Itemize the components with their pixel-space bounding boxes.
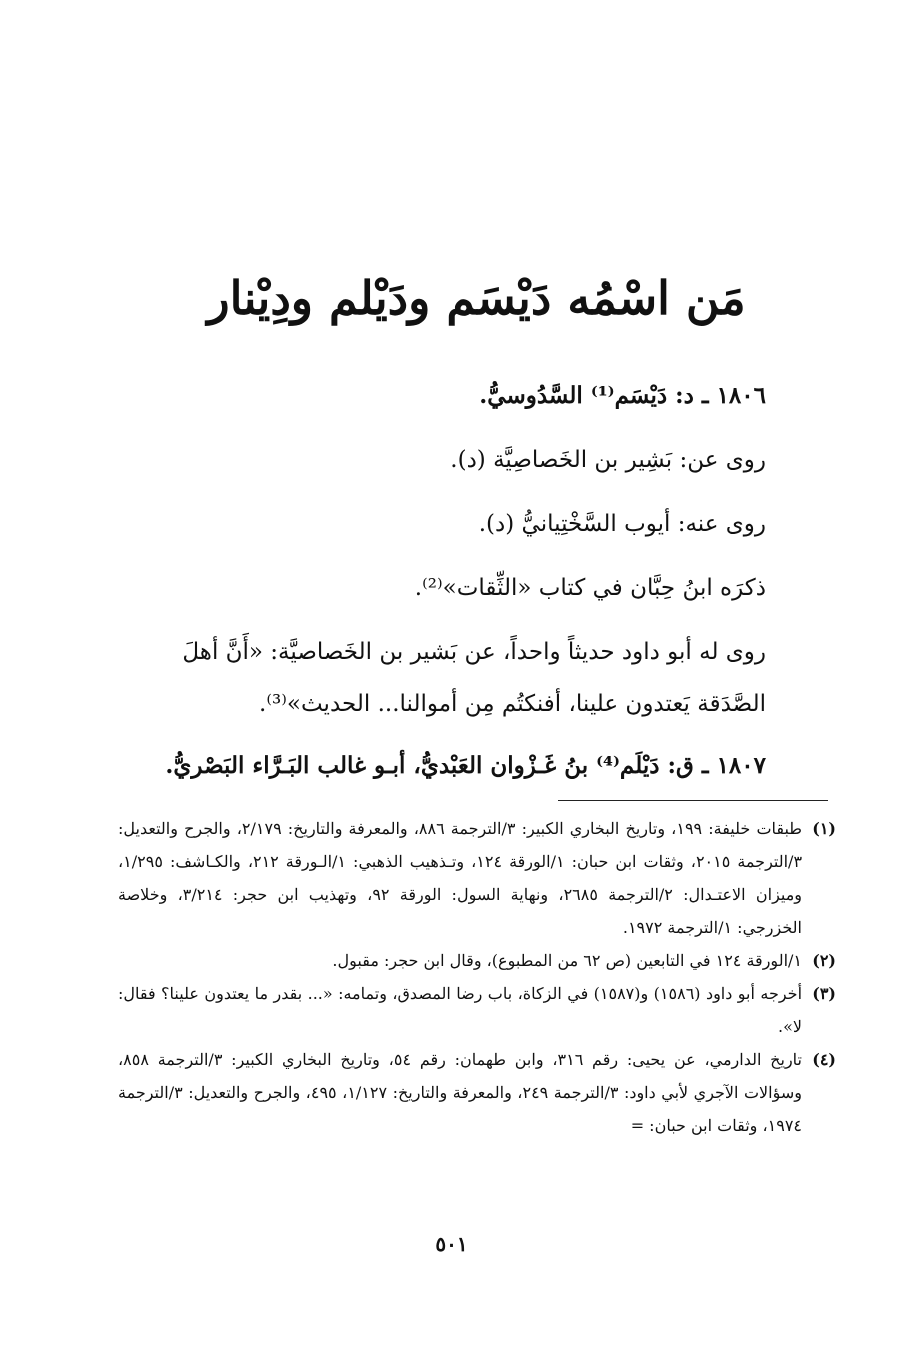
narrated-from-line: روى عن: بَشِير بن الخَصاصِيَّة (د).	[450, 447, 766, 473]
footnote-number: (١)	[812, 819, 836, 838]
hadith-line-2: الصَّدَقة يَعتدون علينا، أفنكتُم مِن أموالنا... الحديث»⁽³⁾.	[259, 691, 766, 717]
footnote-text: ١/الورقة ١٢٤ في التابعين (ص ٦٢ من المطبوع)، وقال ابن حجر: مقبول.	[332, 951, 802, 970]
footnote-number: (٢)	[812, 951, 836, 970]
footnote-number: (٤)	[812, 1050, 836, 1069]
footnote-text: تاريخ الدارمي، عن يحيى: رقم ٣١٦، وابن طهمان: رقم ٥٤، وتاريخ البخاري الكبير: ٣/الترجمة ٨٥٨، وسؤالات الآجري لأبي داود: ٣/الترجمة ٢٤٩، والمعرفة والتاريخ: ١/١٢٧، ٤٩٥، والجرح والتعديل: ٣/الترجمة ١٩٧٤، وثقات ابن حبان: =	[118, 1050, 803, 1135]
hadith-line-1: روى له أبو داود حديثاً واحداً، عن بَشير بن الخَصاصيَّة: «أَنَّ أهلَ	[182, 639, 766, 665]
ibn-hibban-mention: ذكرَه ابنُ حِبَّان في كتاب «الثِّقات»⁽²⁾.	[414, 575, 766, 601]
footnote-text: أخرجه أبو داود (١٥٨٦) و(١٥٨٧) في الزكاة، باب رضا المصدق، وتمامه: «... بقدر ما يعتدون علينا؟ فقال: لا».	[118, 984, 803, 1036]
main-text	[128, 370, 766, 804]
chapter-title: مَن اسْمُه دَيْسَم ودَيْلم ودِيْنار	[207, 271, 746, 325]
footnote-1	[118, 812, 836, 944]
entry-heading-1806: ١٨٠٦ ـ د: دَيْسَم⁽¹⁾ السَّدُوسيُّ.	[479, 382, 766, 409]
footnote-3	[118, 977, 836, 1043]
narrated-by-line: روى عنه: أيوب السَّخْتِيانيُّ (د).	[478, 511, 766, 537]
entry-heading-1807: ١٨٠٧ ـ ق: دَيْلَم⁽⁴⁾ بنُ غَـزْوان العَبْديُّ، أبـو غالب البَـرَّاء البَصْريُّ.	[165, 752, 766, 779]
footnote-text: طبقات خليفة: ١٩٩، وتاريخ البخاري الكبير: ٣/الترجمة ٨٨٦، والمعرفة والتاريخ: ٢/١٧٩، والجرح والتعديل: ٣/الترجمة ٢٠١٥، وثقات ابن حبان: ١/الورقة ١٢٤، وتـذهيب الذهبي: ١/الـورقة ٢١٢، والكـاشف: ١/٢٩٥، وميزان الاعتـدال: ٢/الترجمة ٢٦٨٥، ونهاية السول: الورقة ٩٢، وتهذيب ابن حجر: ٣/٢١٤، وخلاصة الخزرجي: ١/الترجمة ١٩٧٢.	[118, 819, 803, 937]
footnote-2	[118, 944, 836, 977]
footnote-4	[118, 1043, 836, 1142]
footnotes	[118, 812, 836, 1142]
footnote-number: (٣)	[812, 984, 836, 1003]
page-number: ٥٠١	[435, 1232, 468, 1256]
footnote-divider	[558, 800, 828, 801]
hadith-paragraph	[128, 626, 766, 730]
